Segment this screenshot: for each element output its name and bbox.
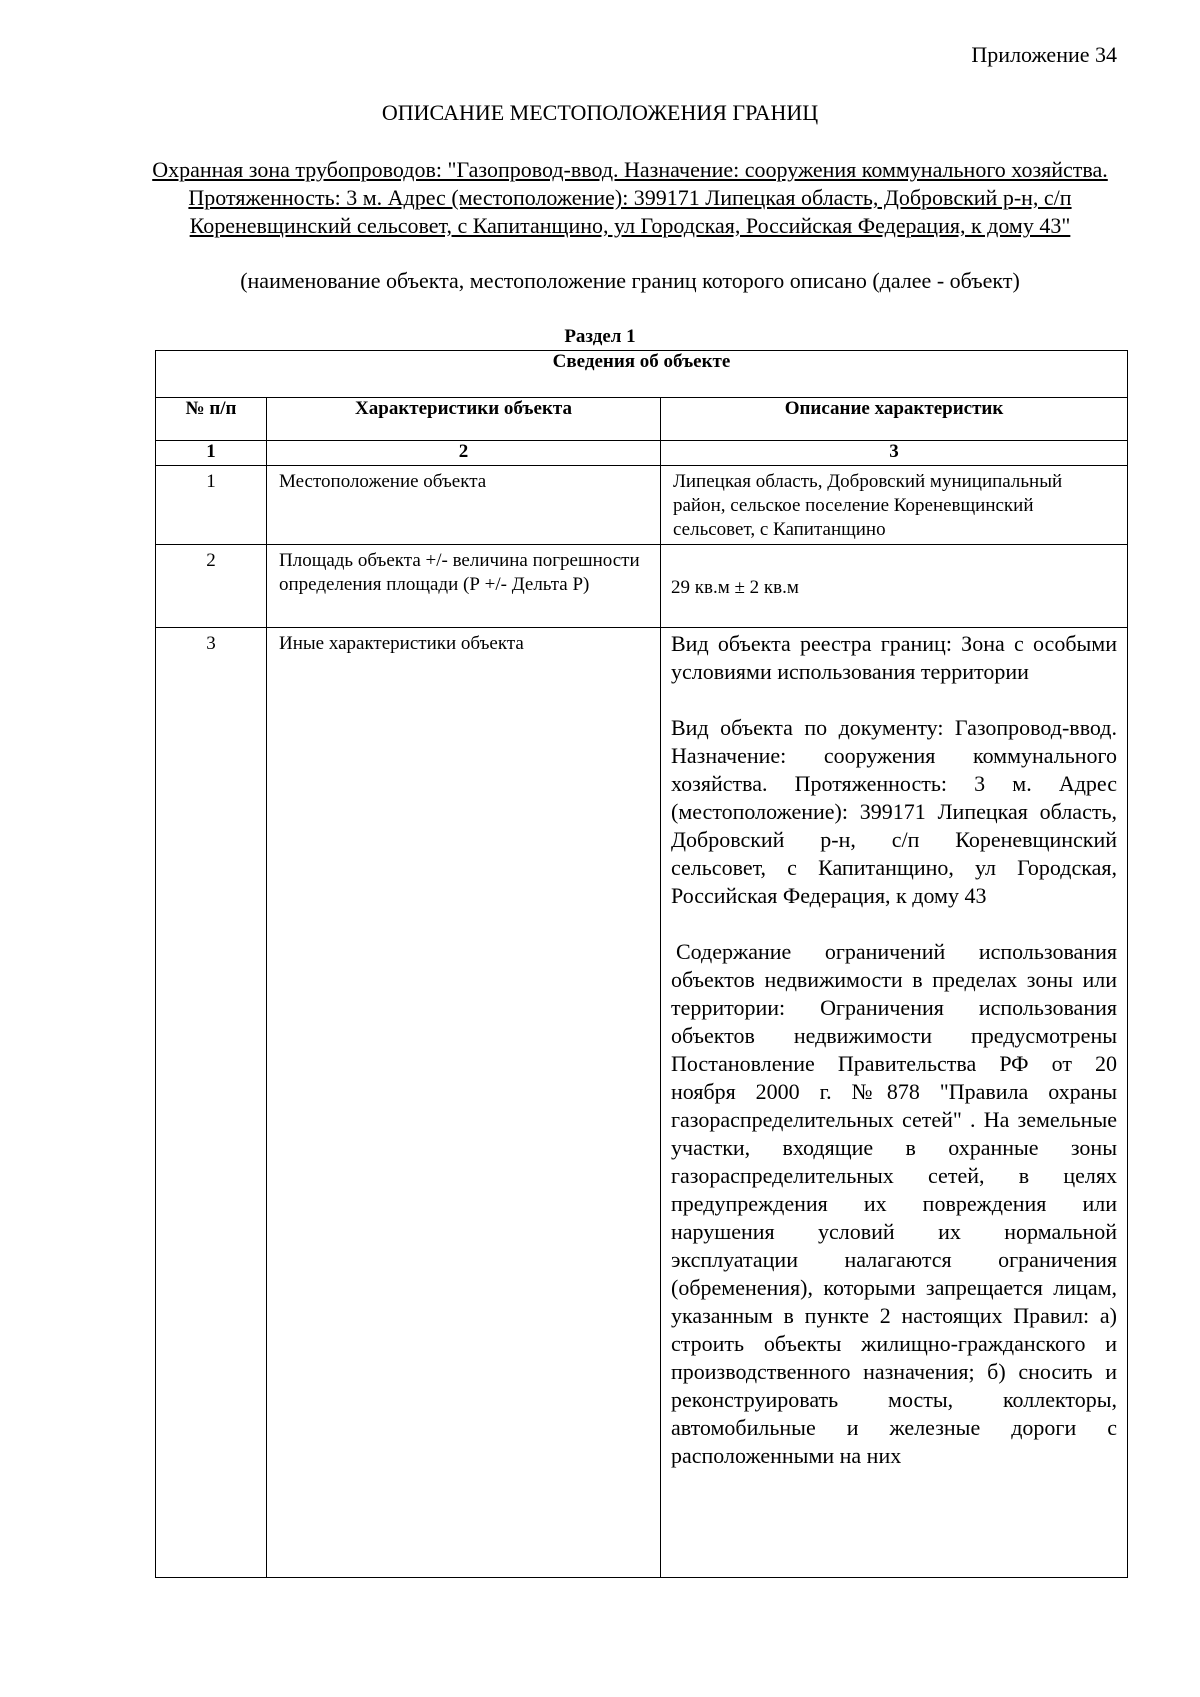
table-caption: Сведения об объекте (156, 351, 1128, 398)
row-description: Липецкая область, Добровский муниципальный район, сельское поселение Кореневщинский сельсовет, с Капитанщино (661, 466, 1128, 545)
column-header-description: Описание характеристик (661, 398, 1128, 441)
object-subject-note: (наименование объекта, местоположение границ которого описано (далее - объект) (240, 268, 1020, 293)
object-subject-text: Охранная зона трубопроводов: "Газопровод-ввод. Назначение: сооружения коммунального хозяйства. Протяженность: 3 м. Адрес (местоположение): 399171 Липецкая область, Добровский р-н, с/п Кореневщинский сельсовет, с Капитанщино, ул Городская, Российская Федерация, к дому 43" (152, 157, 1108, 238)
description-paragraph-document-type: Вид объекта по документу: Газопровод-ввод. Назначение: сооружения коммунального хозяйства. Протяженность: 3 м. Адрес (местоположение): 399171 Липецкая область, Добровский р-н, с/п Кореневщинский сельсовет, с Капитанщино, ул Городская, Российская Федерация, к дому 43 (671, 715, 1117, 908)
document-title: ОПИСАНИЕ МЕСТОПОЛОЖЕНИЯ ГРАНИЦ (381, 100, 819, 125)
table-row (156, 466, 1128, 545)
object-info-table (155, 350, 1128, 1578)
table-row (156, 628, 1128, 1578)
appendix-label: Приложение 34 (971, 42, 1117, 67)
column-header-characteristic: Характеристики объекта (267, 398, 661, 441)
table-header-row (156, 398, 1128, 441)
column-number-2: 2 (267, 441, 661, 466)
row-description (661, 628, 1128, 1578)
row-number: 1 (156, 466, 267, 545)
row-number: 3 (156, 628, 267, 1578)
table-caption-row (156, 351, 1128, 398)
row-number: 2 (156, 545, 267, 628)
object-subject (150, 156, 1110, 240)
column-header-number: № п/п (156, 398, 267, 441)
section-label: Раздел 1 (564, 326, 636, 347)
row-characteristic: Площадь объекта +/- величина погрешности определения площади (Р +/- Дельта Р) (267, 545, 661, 628)
table-row (156, 545, 1128, 628)
column-number-1: 1 (156, 441, 267, 466)
description-paragraph-registry-type: Вид объекта реестра границ: Зона с особыми условиями использования территории (671, 631, 1117, 684)
description-paragraph-restrictions: Содержание ограничений использования объектов недвижимости в пределах зоны или территории: Ограничения использования объектов недвижимости предусмотрены Постановление Правительства РФ от 20 ноября 2000 г. №878 "Правила охраны газораспределительных сетей" . На земельные участки, входящие в охранные зоны газораспределительных сетей, в целях предупреждения их повреждения или нарушения условий их нормальной эксплуатации налагаются ограничения (обременения), которыми запрещается лицам, указанным в пункте 2 настоящих Правил: а) строить объекты жилищно-гражданского и производственного назначения; б) сносить и реконструировать мосты, коллекторы, автомобильные и железные дороги с расположенными на них (671, 939, 1117, 1468)
row-characteristic: Иные характеристики объекта (267, 628, 661, 1578)
row-description: 29 кв.м ± 2 кв.м (661, 545, 1128, 628)
row-characteristic: Местоположение объекта (267, 466, 661, 545)
column-number-3: 3 (661, 441, 1128, 466)
column-number-row (156, 441, 1128, 466)
